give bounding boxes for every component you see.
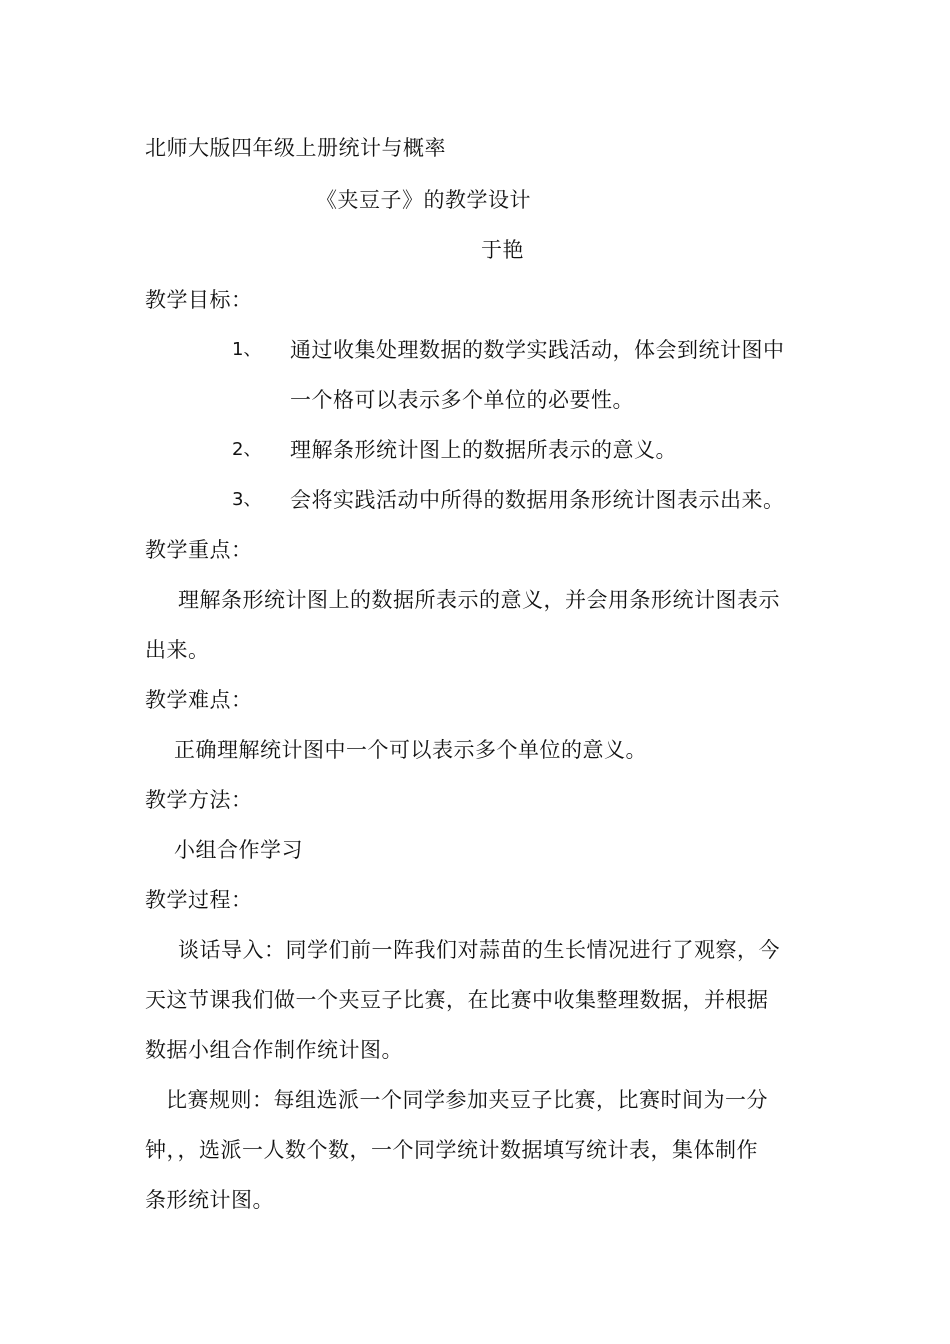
key-points-text: 出来。 <box>145 638 210 662</box>
key-points-heading: 教学重点： <box>145 538 253 562</box>
objectives-heading: 教学目标： <box>145 288 253 312</box>
objective-text: 一个格可以表示多个单位的必要性。 <box>290 388 634 412</box>
process-rules-text: 条形统计图。 <box>145 1188 274 1212</box>
document-header: 北师大版四年级上册统计与概率 <box>145 136 446 160</box>
process-heading: 教学过程： <box>145 888 253 912</box>
methods-text: 小组合作学习 <box>174 838 303 862</box>
objective-text: 会将实践活动中所得的数据用条形统计图表示出来。 <box>290 488 785 512</box>
objective-text: 通过收集处理数据的数学实践活动，体会到统计图中 <box>290 338 785 362</box>
methods-heading: 教学方法： <box>145 788 253 812</box>
process-rules-text: 钟，，选派一人数个数，一个同学统计数据填写统计表，集体制作 <box>145 1138 758 1162</box>
objective-number: 2、 <box>232 439 262 460</box>
process-intro-text: 数据小组合作制作统计图。 <box>145 1038 403 1062</box>
document-title: 《夹豆子》的教学设计 <box>316 188 531 212</box>
process-intro-text: 天这节课我们做一个夹豆子比赛，在比赛中收集整理数据，并根据 <box>145 988 769 1012</box>
author-name: 于艳 <box>481 238 524 262</box>
objective-number: 1、 <box>232 339 262 360</box>
difficulties-text: 正确理解统计图中一个可以表示多个单位的意义。 <box>174 738 647 762</box>
process-rules-text: 比赛规则：每组选派一个同学参加夹豆子比赛，比赛时间为一分 <box>166 1088 768 1112</box>
objective-number: 3、 <box>232 489 262 510</box>
difficulties-heading: 教学难点： <box>145 688 253 712</box>
objective-text: 理解条形统计图上的数据所表示的意义。 <box>290 438 677 462</box>
process-intro-text: 谈话导入：同学们前一阵我们对蒜苗的生长情况进行了观察，今 <box>178 938 780 962</box>
key-points-text: 理解条形统计图上的数据所表示的意义，并会用条形统计图表示 <box>178 588 780 612</box>
